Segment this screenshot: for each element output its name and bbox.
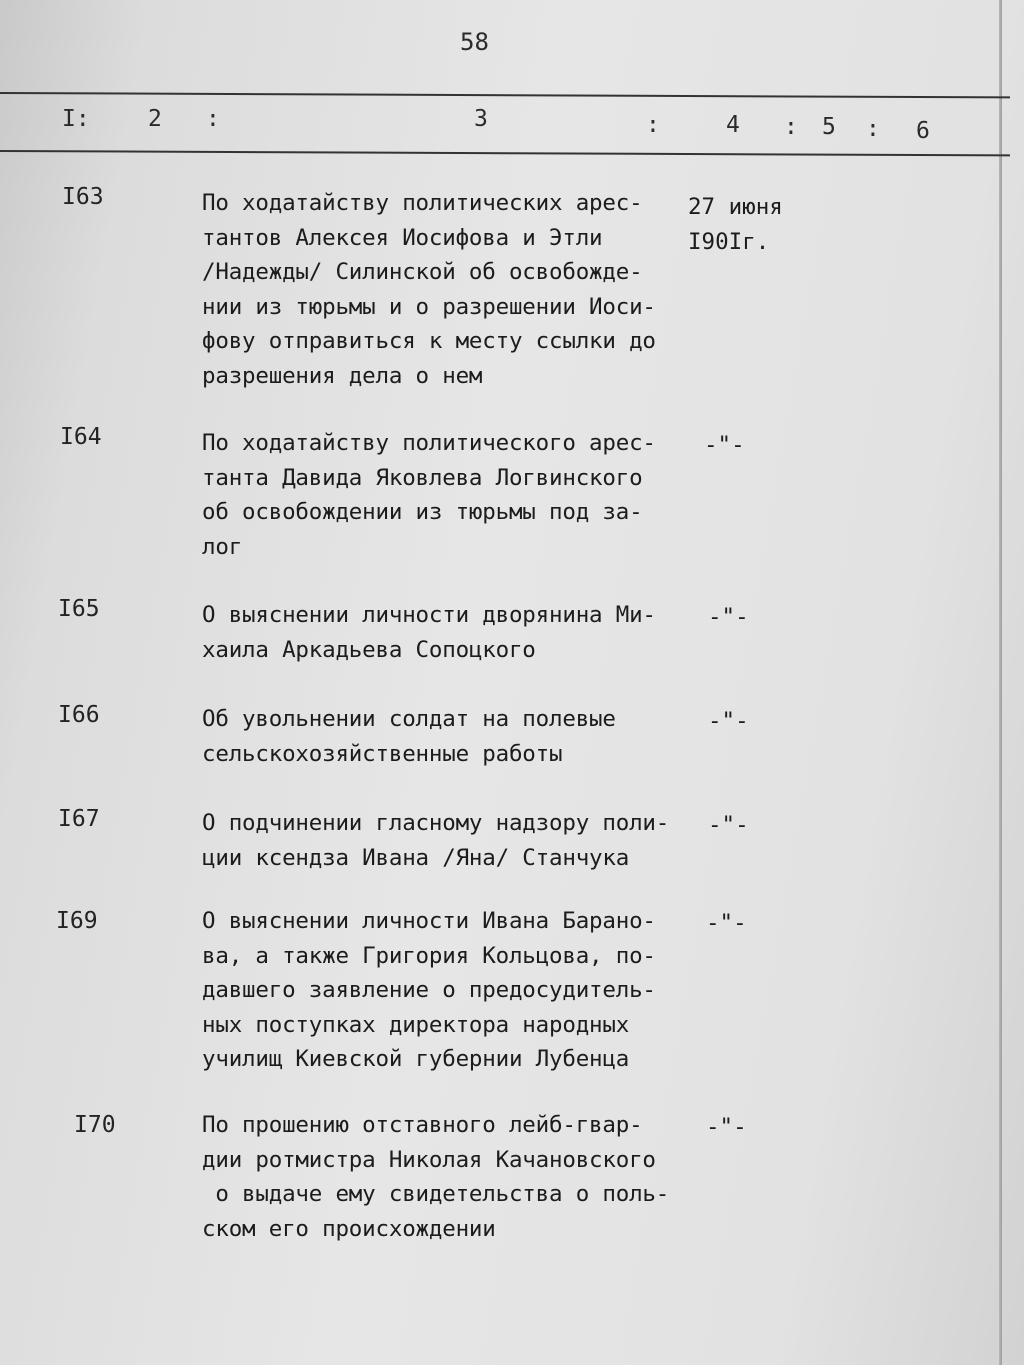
header-col-1: I: [62, 106, 90, 132]
header-sep-1: : [206, 106, 220, 132]
entry-date [706, 906, 747, 941]
description-line: ва, а также Григория Кольцова, по- [202, 942, 656, 969]
description-line: Об увольнении солдат на полевые [202, 706, 616, 732]
description-line: О выяснении личности дворянина Ми- [202, 602, 656, 628]
description-line: о выдаче ему свидетельства о поль- [202, 1181, 670, 1207]
header-sep-3: : [784, 114, 798, 140]
entry-date [708, 704, 749, 739]
entry-number: I69 [56, 908, 98, 934]
entry-date [688, 190, 783, 259]
entry-date [704, 428, 745, 463]
header-col-3: 3 [474, 106, 488, 132]
header-sep-4: : [866, 116, 880, 142]
entry-number: I65 [58, 596, 100, 622]
entry-description [202, 702, 692, 771]
header-col-6: 6 [916, 118, 930, 144]
entry-description [202, 1108, 692, 1246]
description-line: фову отправиться к месту ссылки до [202, 328, 656, 354]
entry-description [202, 426, 692, 564]
description-line: О выяснении личности Ивана Барано- [202, 908, 656, 934]
entry-number: I67 [58, 806, 100, 832]
entry-description [202, 598, 692, 667]
date-line: -"- [708, 604, 749, 630]
description-line: хаила Аркадьева Сопоцкого [202, 636, 536, 663]
description-line: разрешения дела о нем [202, 362, 483, 389]
entry-number: I63 [62, 184, 104, 210]
header-col-2: 2 [148, 106, 162, 132]
header-col-4: 4 [726, 112, 740, 138]
description-line: об освобождении из тюрьмы под за- [202, 499, 643, 525]
date-line: -"- [708, 708, 749, 734]
date-line: -"- [704, 432, 745, 458]
description-line: ском его происхождении [202, 1215, 496, 1242]
description-line: О подчинении гласному надзору поли- [202, 810, 670, 836]
page-number: 58 [460, 28, 489, 56]
description-line: лог [202, 533, 243, 560]
header-sep-2: : [646, 112, 660, 138]
description-line: По ходатайству политического арес- [202, 430, 656, 456]
entry-date [708, 808, 749, 843]
description-line: училищ Киевской губернии Лубенца [202, 1046, 630, 1072]
entry-date [706, 1110, 747, 1145]
entry-number: I64 [60, 424, 102, 450]
header-bottom-rule [0, 150, 1010, 156]
description-line: дии ротмистра Николая Качановского [202, 1146, 656, 1173]
date-line: -"- [706, 1114, 747, 1140]
description-line: По ходатайству политических арес- [202, 190, 643, 216]
description-line: танта Давида Яковлева Логвинского [202, 464, 643, 491]
sheet-edge [999, 0, 1002, 1365]
entry-date [708, 600, 749, 635]
description-line: ции ксендза Ивана /Яна/ Станчука [202, 844, 630, 871]
entry-description [202, 806, 692, 875]
date-line: 27 июня [688, 194, 783, 220]
entry-number: I70 [74, 1112, 116, 1138]
date-line: -"- [706, 910, 747, 936]
description-line: По прошению отставного лейб-гвар- [202, 1112, 643, 1138]
entry-description [202, 186, 692, 393]
date-line: I90Iг. [688, 228, 770, 255]
description-line: нии из тюрьмы и о разрешении Иоси- [202, 293, 656, 320]
entry-description [202, 904, 692, 1077]
description-line: /Надежды/ Силинской об освобожде- [202, 259, 643, 285]
description-line: тантов Алексея Иосифова и Этли [202, 224, 603, 251]
description-line: ных поступках директора народных [202, 1011, 630, 1038]
header-col-5: 5 [822, 114, 836, 140]
entry-number: I66 [58, 702, 100, 728]
date-line: -"- [708, 812, 749, 838]
description-line: сельскохозяйственные работы [202, 740, 563, 767]
description-line: давшего заявление о предосудитель- [202, 977, 656, 1003]
header-top-rule [0, 92, 1010, 98]
